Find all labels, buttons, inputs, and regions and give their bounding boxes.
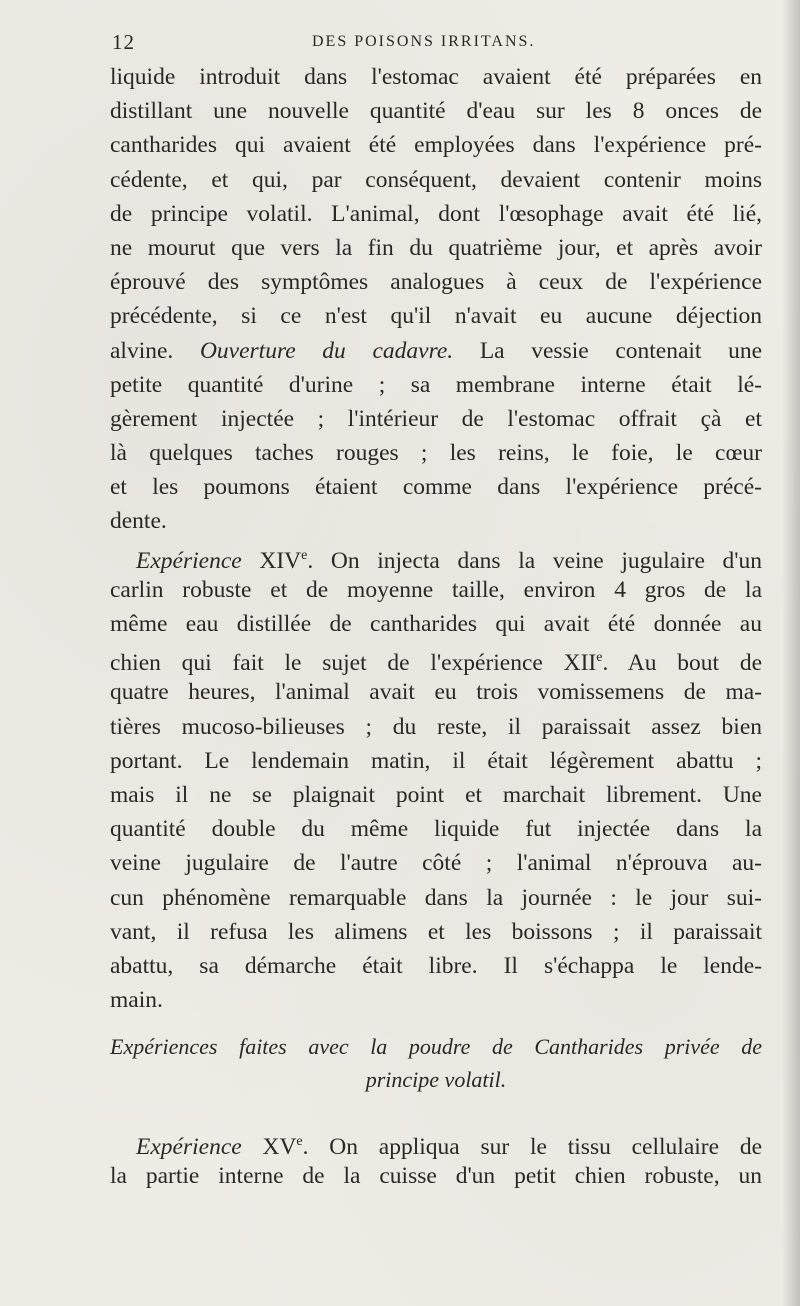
text-fragment: alvine. (110, 337, 174, 364)
text-fragment: La vessie contenait une (479, 337, 763, 364)
text-line: précédente, si ce n'est qu'il n'avait eu aucune déjection (110, 303, 762, 330)
text-line: et les poumons étaient comme dans l'expérience précé- (110, 474, 762, 501)
text-line (110, 539, 762, 573)
text-line: là quelques taches rouges ; les reins, le foie, le cœur (110, 440, 762, 467)
section-heading (110, 1030, 762, 1096)
text-line: main. (110, 987, 163, 1014)
superscript: e (596, 650, 603, 666)
text-line: abattu, sa démarche était libre. Il s'échappa le lende- (110, 952, 762, 979)
text-line: distillant une nouvelle quantité d'eau sur les 8 onces de (110, 98, 762, 125)
text-fragment: . On injecta dans la veine jugulaire d'un (307, 547, 762, 574)
text-line (110, 1125, 762, 1159)
body-text (110, 60, 762, 1017)
italic-phrase: Ouverture du cadavre. (199, 337, 454, 364)
superscript: e (301, 547, 308, 563)
text-line (110, 334, 762, 368)
experiment-number: XV (262, 1133, 297, 1160)
experiment-label: Expérience (136, 547, 242, 574)
text-fragment: . On appliqua sur le tissu cellulaire de (302, 1133, 762, 1160)
text-line: veine jugulaire de l'autre côté ; l'animal n'éprouva au- (110, 850, 762, 877)
text-line: éprouvé des symptômes analogues à ceux de l'expérience (110, 269, 762, 296)
experiment-label: Expérience (136, 1133, 242, 1160)
text-line: ne mourut que vers la fin du quatrième jour, et après avoir (110, 234, 762, 261)
section-heading-line: Expériences faites avec la poudre de Cantharides privée de (110, 1034, 762, 1059)
text-line: dente. (110, 508, 167, 535)
body-text-continued (110, 1125, 762, 1193)
text-line: cantharides qui avaient été employées dans l'expérience pré- (110, 132, 762, 159)
text-line: de principe volatil. L'animal, dont l'œsophage avait été lié, (110, 200, 762, 227)
text-line: quatre heures, l'animal avait eu trois vomissemens de ma- (110, 679, 762, 706)
text-line (110, 641, 762, 675)
text-line: vant, il refusa les alimens et les boissons ; il paraissait (110, 918, 762, 945)
text-fragment: chien qui fait le sujet de l'expérience (110, 650, 543, 677)
section-heading-line: principe volatil. (365, 1067, 507, 1092)
running-title: DES POISONS IRRITANS. (312, 33, 536, 50)
text-line: tières mucoso-bilieuses ; du reste, il paraissait assez bien (110, 713, 762, 740)
text-line: cun phénomène remarquable dans la journée : le jour sui- (110, 884, 762, 911)
experiment-ref: XII (563, 650, 597, 677)
text-fragment: . Au bout de (602, 650, 762, 677)
page-edge-shadow (782, 0, 800, 1306)
page-number: 12 (112, 30, 135, 54)
text-line: même eau distillée de cantharides qui avait été donnée au (110, 611, 762, 637)
running-head (112, 30, 752, 56)
text-line: quantité double du même liquide fut injectée dans la (110, 816, 762, 843)
text-line: gèrement injectée ; l'intérieur de l'estomac offrait çà et (110, 405, 762, 432)
text-line: la partie interne de la cuisse d'un petit chien robuste, un (110, 1163, 762, 1190)
superscript: e (296, 1134, 303, 1149)
text-line: petite quantité d'urine ; sa membrane interne était lé- (110, 371, 762, 398)
text-line: mais il ne se plaignait point et marchait librement. Une (110, 781, 762, 808)
text-line: portant. Le lendemain matin, il était légèrement abattu ; (110, 747, 762, 774)
text-line: liquide introduit dans l'estomac avaient été préparées en (110, 64, 762, 90)
experiment-number: XIV (259, 547, 302, 574)
text-line: cédente, et qui, par conséquent, devaient contenir moins (110, 166, 762, 193)
text-line: carlin robuste et de moyenne taille, environ 4 gros de la (110, 576, 762, 603)
